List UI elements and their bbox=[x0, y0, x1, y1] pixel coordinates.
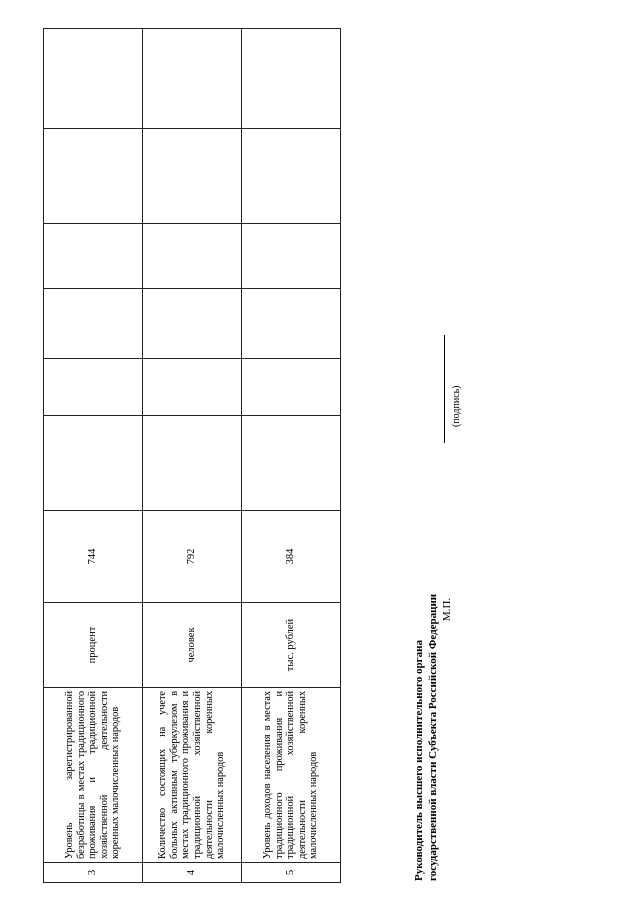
table-row bbox=[44, 29, 143, 883]
indicators-table bbox=[43, 28, 341, 883]
empty-cell bbox=[143, 289, 242, 359]
indicator-name: Количество состоящих на учете больных активным туберкулезом в местах традиционного проживания и традиционной хозяйственной деятельности коренных малочисленных народов bbox=[143, 688, 242, 863]
table-row bbox=[143, 29, 242, 883]
value-cell: 744 bbox=[44, 511, 143, 603]
empty-cell bbox=[143, 129, 242, 224]
value-cell: 792 bbox=[143, 511, 242, 603]
row-number: 3 bbox=[44, 863, 143, 883]
empty-cell bbox=[242, 359, 341, 416]
empty-cell bbox=[242, 416, 341, 511]
empty-cell bbox=[242, 29, 341, 129]
signature-caption: (подпись) bbox=[451, 385, 462, 427]
signatory-title-line2: государственной власти Субъекта Российской Федерации bbox=[427, 593, 439, 881]
empty-cell bbox=[242, 224, 341, 289]
value-cell: 384 bbox=[242, 511, 341, 603]
row-number: 5 bbox=[242, 863, 341, 883]
unit-cell: человек bbox=[143, 603, 242, 688]
indicator-name: Уровень зарегистрированной безработицы в местах традиционного проживания и традиционной хозяйственной деятельности коренных малочисленных народов bbox=[44, 688, 143, 863]
empty-cell bbox=[44, 29, 143, 129]
empty-cell bbox=[44, 129, 143, 224]
unit-cell: тыс. рублей bbox=[242, 603, 341, 688]
empty-cell bbox=[143, 224, 242, 289]
table-row bbox=[242, 29, 341, 883]
empty-cell bbox=[44, 224, 143, 289]
empty-cell bbox=[143, 416, 242, 511]
empty-cell bbox=[44, 289, 143, 359]
empty-cell bbox=[242, 289, 341, 359]
signature-line bbox=[444, 335, 445, 443]
empty-cell bbox=[242, 129, 341, 224]
empty-cell bbox=[44, 359, 143, 416]
empty-cell bbox=[143, 359, 242, 416]
unit-cell: процент bbox=[44, 603, 143, 688]
empty-cell bbox=[44, 416, 143, 511]
row-number: 4 bbox=[143, 863, 242, 883]
signatory-block bbox=[412, 594, 454, 881]
empty-cell bbox=[143, 29, 242, 129]
indicator-name: Уровень доходов населения в местах традиционного проживания и традиционной хозяйственной деятельности коренных малочисленных народов bbox=[242, 688, 341, 863]
signatory-title-line1: Руководитель высшего исполнительного органа bbox=[413, 640, 425, 881]
seal-placeholder: М.П. bbox=[441, 597, 453, 622]
